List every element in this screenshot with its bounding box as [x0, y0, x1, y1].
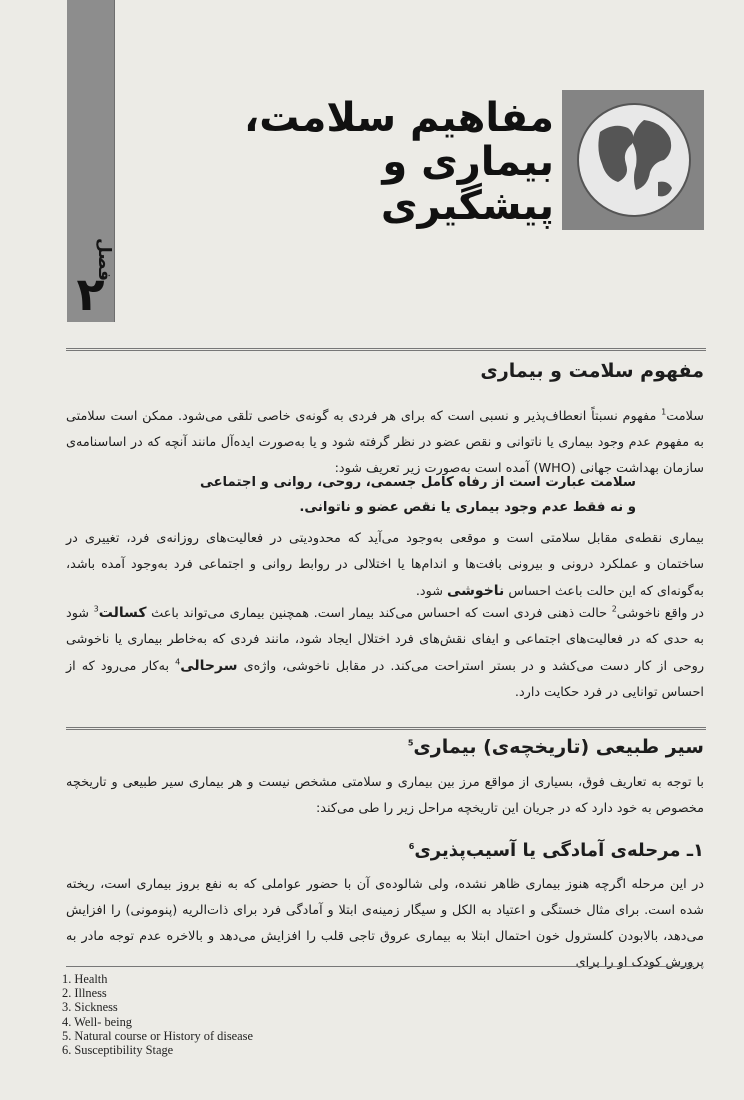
- chapter-label: فصل: [94, 238, 114, 282]
- definition-quote: سلامت عبارت است از رفاه کامل جسمی، روحی، روانی و اجتماعی و نه فقط عدم وجود بیماری یا نقص عضو و ناتوانی.: [200, 475, 636, 515]
- subsection-heading: ۱ـ مرحله‌ی آمادگی یا آسیب‌پذیری$^6$: [408, 840, 704, 861]
- footnote: 5. Natural course or History of disease: [62, 1028, 253, 1043]
- chapter-title-line: مفاهیم سلامت،: [244, 95, 554, 141]
- footnote: 1. Health: [62, 972, 108, 986]
- paragraph: بیماری نقطه‌ی مقابل سلامتی است و موقعی به‌وجود می‌آید که محدودیتی در فعالیت‌های روزانه‌ی فرد، تغییری در ساختمان و عملکرد درونی و بیرونی بافت‌ها و اندام‌ها یا اختلالی در روابط روانی و اجتماعی فرد به‌وجود آمده باشد، به‌گونه‌ای که این حالت باعث احساس ناخوشی شود.: [66, 531, 704, 599]
- footnote: 4. Well- being: [62, 1014, 133, 1029]
- chapter-title-line: بیماری و: [382, 139, 554, 185]
- paragraph: در واقع ناخوشی$^2$ حالت ذهنی فردی است که احساس می‌کند بیمار است. همچنین بیماری می‌تواند باعث کسالت$^3$ شود به حدی که در فعالیت‌های اجتماعی و ایفای نقش‌های فرد اختلال ایجاد شود، مانند فردی که به‌خاطر بیماری یا ناخوشی روحی از کار دست می‌کشد و در بستر استراحت می‌کند. در مقابل ناخوشی، واژه‌ی سرحالی$^4$ به‌کار می‌رود که از احساس توانایی در فرد حکایت دارد.: [66, 604, 705, 700]
- chapter-title: [214, 96, 554, 228]
- footnote: 3. Sickness: [62, 1000, 118, 1015]
- globe-icon: [562, 90, 704, 230]
- paragraph: در این مرحله اگرچه هنوز بیماری ظاهر نشده، ولی شالوده‌ی آن با حضور عواملی که به نفع بروز بیماری است، ریخته شده است. برای مثال خستگی و اعتیاد به الکل و سیگار زمینه‌ی ابتلا و آمادگی فرد برای ذات‌الریه (پنومونی) را افزایش می‌دهد، بالابودن کلسترول خون احتمال ابتلا به بیماری عروق تاجی قلب را افزایش می‌دهد و بالاخره عدم توجه مادر به پرورش کودک او را برای: [66, 877, 704, 970]
- paragraph: سلامت$^1$ مفهوم نسبتاً انعطاف‌پذیر و نسبی است که برای هر فردی به گونه‌ی خاصی تلقی می‌شود. ممکن است سلامتی به مفهوم عدم وجود بیماری یا ناتوانی و نقص عضو در نظر گرفته شود و یا به‌صورت ایده‌آل مانند آنچه که در اساسنامه‌ی سازمان بهداشت جهانی (WHO) آمده است به‌صورت زیر تعریف شود:: [66, 407, 704, 476]
- footnotes: [62, 972, 253, 1057]
- footnote-divider: [66, 966, 694, 967]
- section-divider: [66, 727, 706, 730]
- section-heading: مفهوم سلامت و بیماری: [480, 360, 704, 382]
- section-heading: سیر طبیعی (تاریخچه‌ی) بیماری$^5$: [407, 736, 704, 758]
- footnote: 6. Susceptibility Stage: [62, 1043, 174, 1058]
- chapter-title-line: پیشگیری: [380, 183, 554, 229]
- paragraph: با توجه به تعاریف فوق، بسیاری از مواقع مرز بین بیماری و سلامتی مشخص نیست و هر بیماری سیر طبیعی و تاریخچه مخصوص به خود دارد که در جریان این تاریخچه مراحل زیر را طی می‌کند:: [66, 775, 704, 816]
- chapter-number: ۲: [76, 267, 105, 321]
- section-divider: [66, 348, 706, 351]
- footnote: 2. Illness: [62, 986, 107, 1001]
